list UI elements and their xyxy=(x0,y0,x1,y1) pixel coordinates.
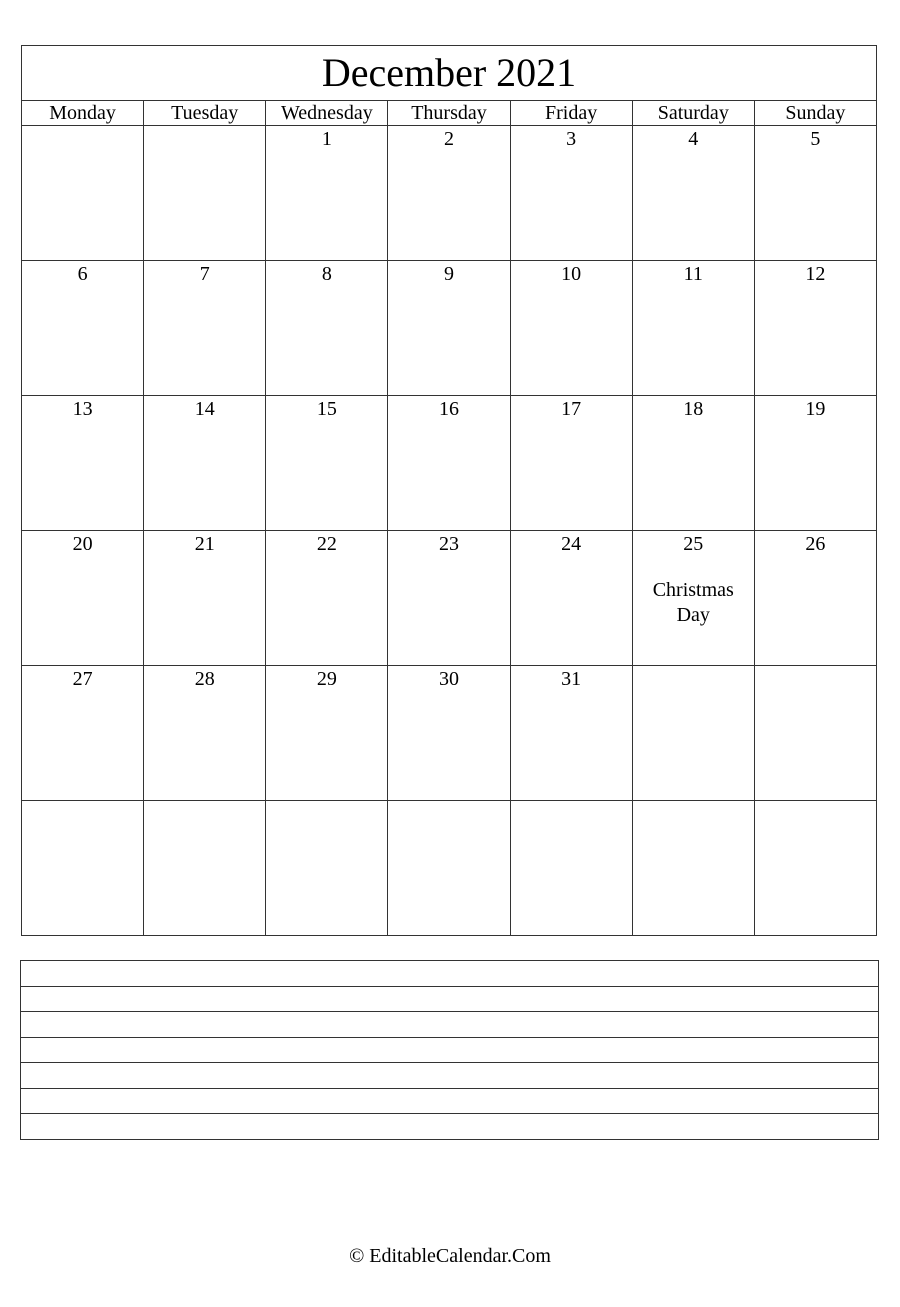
day-number: 24 xyxy=(561,533,582,555)
day-cell[interactable] xyxy=(266,666,388,801)
weekday-monday: Monday xyxy=(22,101,144,126)
day-cell[interactable] xyxy=(632,126,754,261)
week-row xyxy=(22,531,877,666)
week-row xyxy=(22,666,877,801)
day-cell[interactable] xyxy=(22,531,144,666)
day-cell[interactable] xyxy=(754,396,876,531)
day-cell[interactable] xyxy=(22,666,144,801)
day-cell[interactable] xyxy=(22,261,144,396)
weekday-wednesday: Wednesday xyxy=(266,101,388,126)
day-number: 27 xyxy=(72,668,93,690)
holiday-label: Christmas Day xyxy=(652,579,734,626)
day-cell[interactable] xyxy=(388,261,510,396)
note-line[interactable] xyxy=(21,1012,879,1038)
day-cell[interactable] xyxy=(510,666,632,801)
weekday-saturday: Saturday xyxy=(632,101,754,126)
note-line[interactable] xyxy=(21,986,879,1012)
day-cell[interactable] xyxy=(388,396,510,531)
day-number: 1 xyxy=(321,128,332,150)
day-cell[interactable] xyxy=(22,396,144,531)
day-number: 31 xyxy=(561,668,582,690)
day-number: 11 xyxy=(683,263,703,285)
weekday-tuesday: Tuesday xyxy=(144,101,266,126)
day-cell[interactable] xyxy=(266,396,388,531)
note-line[interactable] xyxy=(21,1114,879,1140)
day-number: 14 xyxy=(194,398,215,420)
day-cell[interactable] xyxy=(510,126,632,261)
day-cell[interactable] xyxy=(510,261,632,396)
note-line[interactable] xyxy=(21,1037,879,1063)
day-cell[interactable] xyxy=(754,261,876,396)
day-cell[interactable] xyxy=(388,801,510,936)
day-number: 25 xyxy=(683,533,704,555)
week-row xyxy=(22,801,877,936)
day-number: 16 xyxy=(438,398,459,420)
day-cell[interactable] xyxy=(144,261,266,396)
day-number: 21 xyxy=(194,533,215,555)
day-cell[interactable] xyxy=(388,666,510,801)
day-cell[interactable] xyxy=(754,126,876,261)
day-cell[interactable] xyxy=(632,666,754,801)
note-line[interactable] xyxy=(21,1088,879,1114)
day-number: 4 xyxy=(688,128,699,150)
day-cell[interactable] xyxy=(22,801,144,936)
footer-copyright: © EditableCalendar.Com xyxy=(349,1245,551,1267)
day-cell[interactable] xyxy=(266,126,388,261)
note-line[interactable] xyxy=(21,1063,879,1089)
week-row xyxy=(22,396,877,531)
day-cell[interactable] xyxy=(144,126,266,261)
calendar-grid xyxy=(21,45,877,936)
day-number: 5 xyxy=(810,128,821,150)
day-cell[interactable] xyxy=(388,126,510,261)
day-cell[interactable] xyxy=(144,531,266,666)
day-cell[interactable] xyxy=(144,801,266,936)
day-number: 7 xyxy=(199,263,210,285)
day-number: 2 xyxy=(443,128,454,150)
weekday-header-row xyxy=(22,101,877,126)
notes-area xyxy=(20,960,879,1140)
day-cell[interactable] xyxy=(632,261,754,396)
day-cell[interactable] xyxy=(754,666,876,801)
day-cell[interactable] xyxy=(266,261,388,396)
day-number: 10 xyxy=(561,263,582,285)
day-cell[interactable] xyxy=(510,801,632,936)
day-number: 30 xyxy=(438,668,459,690)
day-cell[interactable] xyxy=(754,531,876,666)
day-number: 13 xyxy=(72,398,93,420)
day-cell[interactable] xyxy=(266,531,388,666)
day-number: 19 xyxy=(805,398,826,420)
day-number: 9 xyxy=(443,263,454,285)
day-cell[interactable] xyxy=(22,126,144,261)
day-cell[interactable] xyxy=(510,396,632,531)
day-number: 3 xyxy=(566,128,577,150)
day-number: 28 xyxy=(194,668,215,690)
day-cell[interactable] xyxy=(144,396,266,531)
day-number: 12 xyxy=(805,263,826,285)
day-number: 23 xyxy=(438,533,459,555)
day-cell[interactable] xyxy=(632,396,754,531)
day-cell[interactable] xyxy=(754,801,876,936)
day-number: 15 xyxy=(316,398,337,420)
day-cell[interactable] xyxy=(266,801,388,936)
day-number: 6 xyxy=(77,263,88,285)
weekday-thursday: Thursday xyxy=(388,101,510,126)
day-number: 18 xyxy=(683,398,704,420)
day-number: 26 xyxy=(805,533,826,555)
day-cell[interactable] xyxy=(388,531,510,666)
week-row xyxy=(22,261,877,396)
day-cell[interactable] xyxy=(632,531,754,666)
day-number: 8 xyxy=(321,263,332,285)
day-cell[interactable] xyxy=(632,801,754,936)
day-number: 22 xyxy=(316,533,337,555)
day-number: 29 xyxy=(316,668,337,690)
day-number: 17 xyxy=(561,398,582,420)
week-row xyxy=(22,126,877,261)
note-line[interactable] xyxy=(21,961,879,987)
day-cell[interactable] xyxy=(144,666,266,801)
calendar-title: December 2021 xyxy=(22,46,877,101)
day-number: 20 xyxy=(72,533,93,555)
day-cell[interactable] xyxy=(510,531,632,666)
weekday-friday: Friday xyxy=(510,101,632,126)
calendar-weeks xyxy=(22,126,877,936)
weekday-sunday: Sunday xyxy=(754,101,876,126)
